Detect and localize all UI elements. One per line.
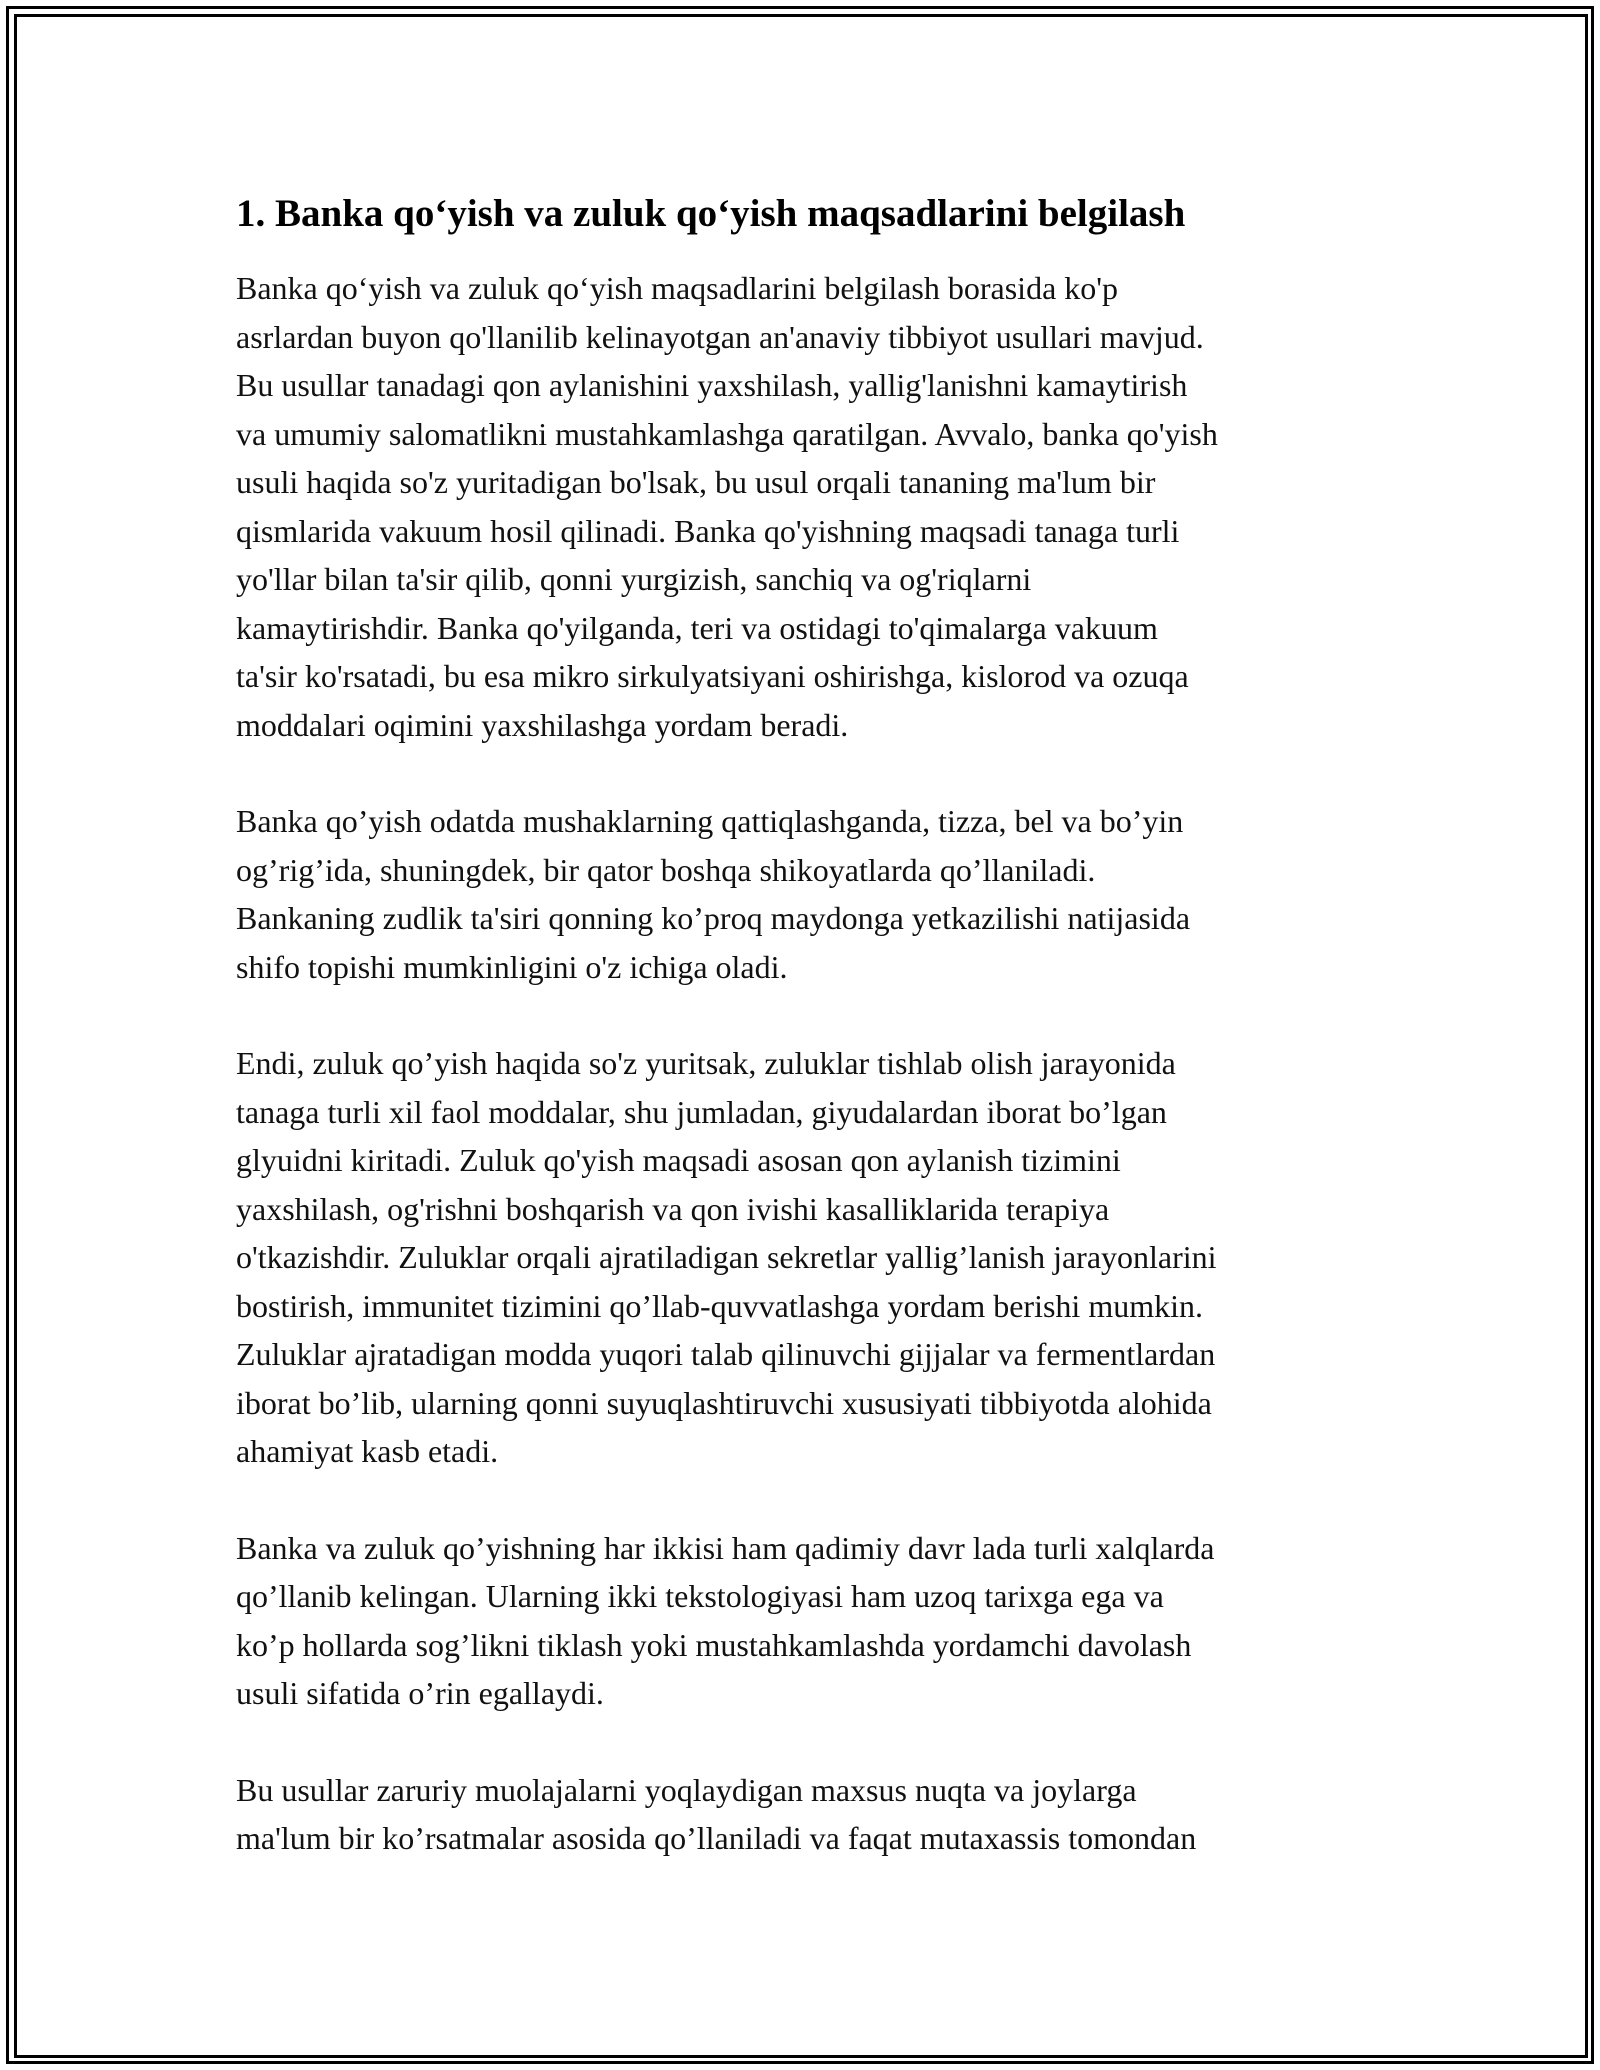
paragraph-banka-usage: Banka qo’yish odatda mushaklarning qattiqlashganda, tizza, bel va bo’yin og’rig’ida, shuningdek, bir qator boshqa shikoyatlarda qo’llaniladi. Bankaning zudlik ta'siri qonning ko’proq maydonga yetkazilishi natijasida shifo topishi mumkinligini o'z ichiga oladi. [236,803,1191,985]
paragraph-application: Bu usullar zaruriy muolajalarni yoqlaydigan maxsus nuqta va joylarga ma'lum bir ko’rsatmalar asosida qo’llaniladi va faqat mutaxassis tomondan [236,1771,1197,1856]
document-body [236,186,1376,1911]
paragraph-zuluk: Endi, zuluk qo’yish haqida so'z yuritsak, zuluklar tishlab olish jarayonida tanaga turli xil faol moddalar, shu jumladan, giyudalardan iborat bo’lgan glyuidni kiritadi. Zuluk qo'yish maqsadi asosan qon aylanish tizimini yaxshilash, og'rishni boshqarish va qon ivishi kasalliklarida terapiya o'tkazishdir. Zuluklar orqali ajratiladigan sekretlar yallig’lanish jarayonlarini bostirish, immunitet tizimini qo’llab-quvvatlashga yordam berishi mumkin. Zuluklar ajratadigan modda yuqori talab qilinuvchi gijjalar va fermentlardan iborat bo’lib, ularning qonni suyuqlashtiruvchi xususiyati tibbiyotda alohida ahamiyat kasb etadi. [236,1045,1217,1469]
section-heading: 1. Banka qo‘yish va zuluk qo‘yish maqsadlarini belgilash [236,192,1186,235]
paragraph-history: Banka va zuluk qo’yishning har ikkisi ham qadimiy davr lada turli xalqlarda qo’llanib kelingan. Ularning ikki tekstologiyasi ham uzoq tarixga ega va ko’p hollarda sog’likni tiklash yoki mustahkamlashda yordamchi davolash usuli sifatida o’rin egallaydi. [236,1529,1215,1711]
paragraph-intro: Banka qo‘yish va zuluk qo‘yish maqsadlarini belgilash borasida ko'p asrlardan buyon qo'llanilib kelinayotgan an'anaviy tibbiyot usullari mavjud. Bu usullar tanadagi qon aylanishini yaxshilash, yallig'lanishni kamaytirish va umumiy salomatlikni mustahkamlashga qaratilgan. Avvalo, banka qo'yish usuli haqida so'z yuritadigan bo'lsak, bu usul orqali tananing ma'lum bir qismlarida vakuum hosil qilinadi. Banka qo'yishning maqsadi tanaga turli yo'llar bilan ta'sir qilib, qonni yurgizish, sanchiq va og'riqlarni kamaytirishdir. Banka qo'yilganda, teri va ostidagi to'qimalarga vakuum ta'sir ko'rsatadi, bu esa mikro sirkulyatsiyani oshirishga, kislorod va ozuqa moddalari oqimini yaxshilashga yordam beradi. [236,270,1218,743]
